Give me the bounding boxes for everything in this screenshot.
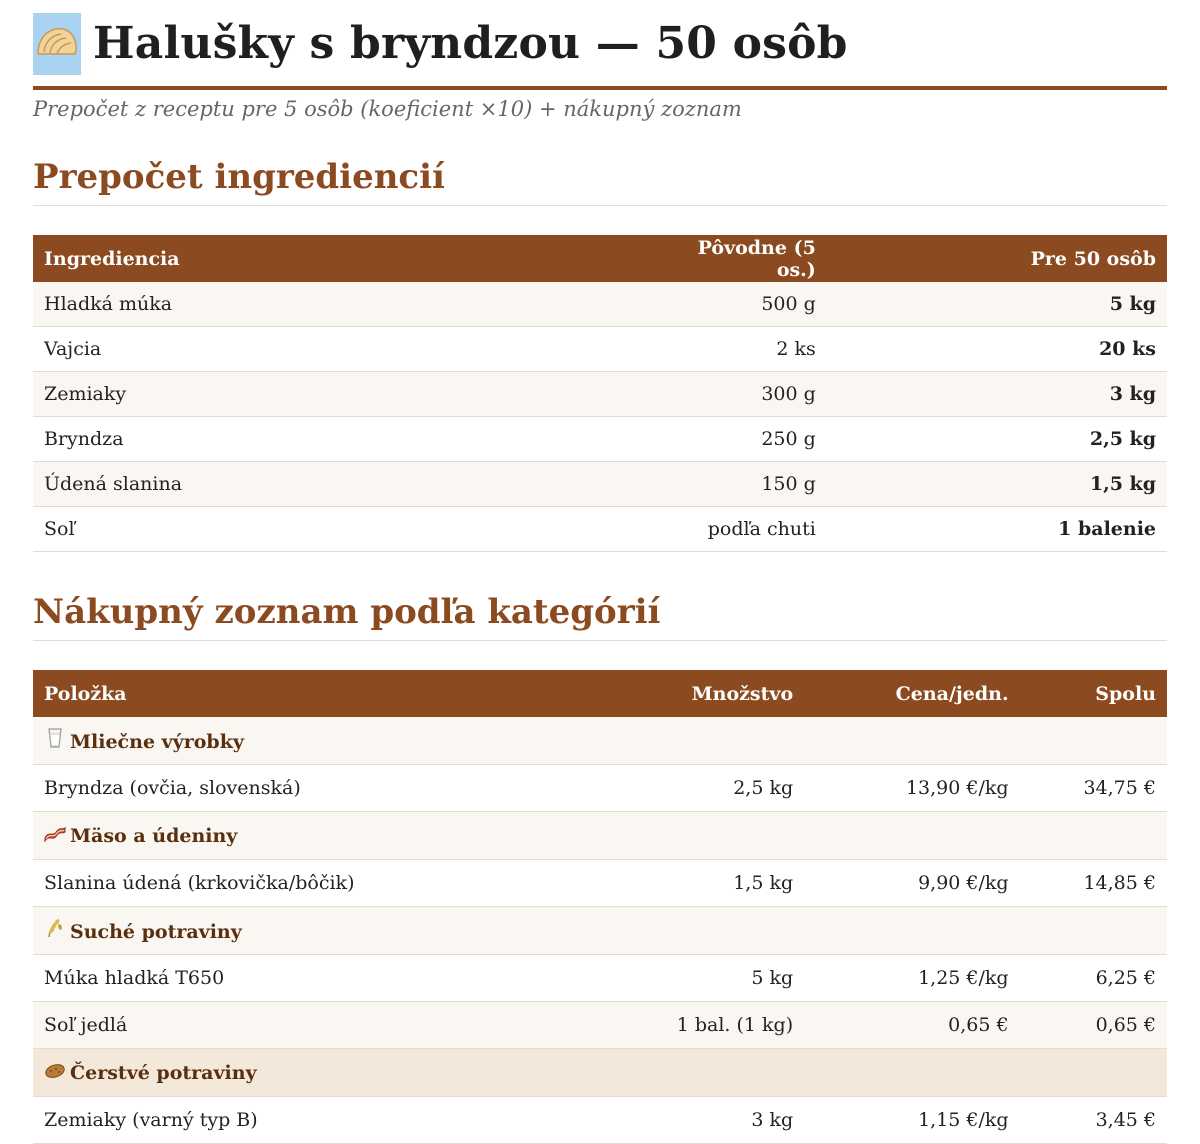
bacon-icon [44,825,66,847]
ingredient-name: Hladká múka [33,282,657,327]
table-row [33,1097,1167,1144]
category-row-fresh [33,1049,1167,1097]
category-label: Mäso a údeniny [70,824,238,847]
table-row [33,1002,1167,1049]
category-label: Suché potraviny [70,921,242,943]
item-qty: 5 kg [623,955,804,1002]
section-heading-ingredients: Prepočet ingrediencií [33,157,1167,206]
table-row [33,860,1167,907]
item-name: Bryndza (ovčia, slovenská) [33,765,623,812]
ingredient-original: 500 g [657,282,827,327]
item-total: 34,75 € [1020,765,1167,812]
ingredient-original: 300 g [657,372,827,417]
item-total: 6,25 € [1020,955,1167,1002]
category-row-dry [33,907,1167,955]
ingredient-name: Soľ [33,507,657,552]
milk-glass-icon [44,728,66,753]
category-row-dairy [33,717,1167,765]
item-qty: 3 kg [623,1097,804,1144]
ingredient-scaled: 1,5 kg [827,462,1167,507]
item-name: Slanina údená (krkovička/bôčik) [33,860,623,907]
category-label: Čerstvé potraviny [70,1061,257,1084]
col-quantity: Množstvo [623,670,804,717]
col-original: Pôvodne (5 os.) [657,235,827,282]
item-qty: 1 bal. (1 kg) [623,1002,804,1049]
item-unit-price: 9,90 €/kg [804,860,1019,907]
item-unit-price: 1,15 €/kg [804,1097,1019,1144]
item-unit-price: 13,90 €/kg [804,765,1019,812]
section-heading-shopping: Nákupný zoznam podľa kategórií [33,592,1167,641]
wheat-icon [44,918,66,943]
ingredient-name: Zemiaky [33,372,657,417]
item-qty: 1,5 kg [623,860,804,907]
item-name: Zemiaky (varný typ B) [33,1097,623,1144]
table-row [33,372,1167,417]
col-total: Spolu [1020,670,1167,717]
ingredient-name: Bryndza [33,417,657,462]
item-total: 3,45 € [1020,1097,1167,1144]
ingredient-scaled: 20 ks [827,327,1167,372]
shopping-table [33,670,1167,1144]
ingredient-original: podľa chuti [657,507,827,552]
item-name: Múka hladká T650 [33,955,623,1002]
recipe-page [33,0,1167,1144]
table-row [33,417,1167,462]
ingredient-original: 150 g [657,462,827,507]
col-scaled: Pre 50 osôb [827,235,1167,282]
potato-icon [44,1062,66,1084]
table-row [33,327,1167,372]
item-unit-price: 1,25 €/kg [804,955,1019,1002]
table-row [33,507,1167,552]
title-row [33,0,1167,90]
ingredient-scaled: 5 kg [827,282,1167,327]
shopping-header-row [33,670,1167,717]
ingredient-scaled: 3 kg [827,372,1167,417]
col-unit-price: Cena/jedn. [804,670,1019,717]
ingredients-header-row [33,235,1167,282]
ingredient-original: 2 ks [657,327,827,372]
col-item: Položka [33,670,623,717]
ingredient-original: 250 g [657,417,827,462]
table-row [33,955,1167,1002]
page-title: Halušky s bryndzou — 50 osôb [93,17,848,69]
table-row [33,282,1167,327]
category-row-meat [33,812,1167,860]
ingredient-scaled: 1 balenie [827,507,1167,552]
ingredient-name: Údená slanina [33,462,657,507]
page-subtitle: Prepočet z receptu pre 5 osôb (koeficient ×10) + nákupný zoznam [33,97,742,121]
ingredients-table [33,235,1167,552]
ingredient-name: Vajcia [33,327,657,372]
table-row [33,462,1167,507]
item-name: Soľ jedlá [33,1002,623,1049]
dumpling-icon [33,13,81,75]
table-row [33,765,1167,812]
col-ingredient: Ingrediencia [33,235,657,282]
ingredient-scaled: 2,5 kg [827,417,1167,462]
item-unit-price: 0,65 € [804,1002,1019,1049]
item-qty: 2,5 kg [623,765,804,812]
item-total: 14,85 € [1020,860,1167,907]
category-label: Mliečne výrobky [70,731,244,753]
item-total: 0,65 € [1020,1002,1167,1049]
